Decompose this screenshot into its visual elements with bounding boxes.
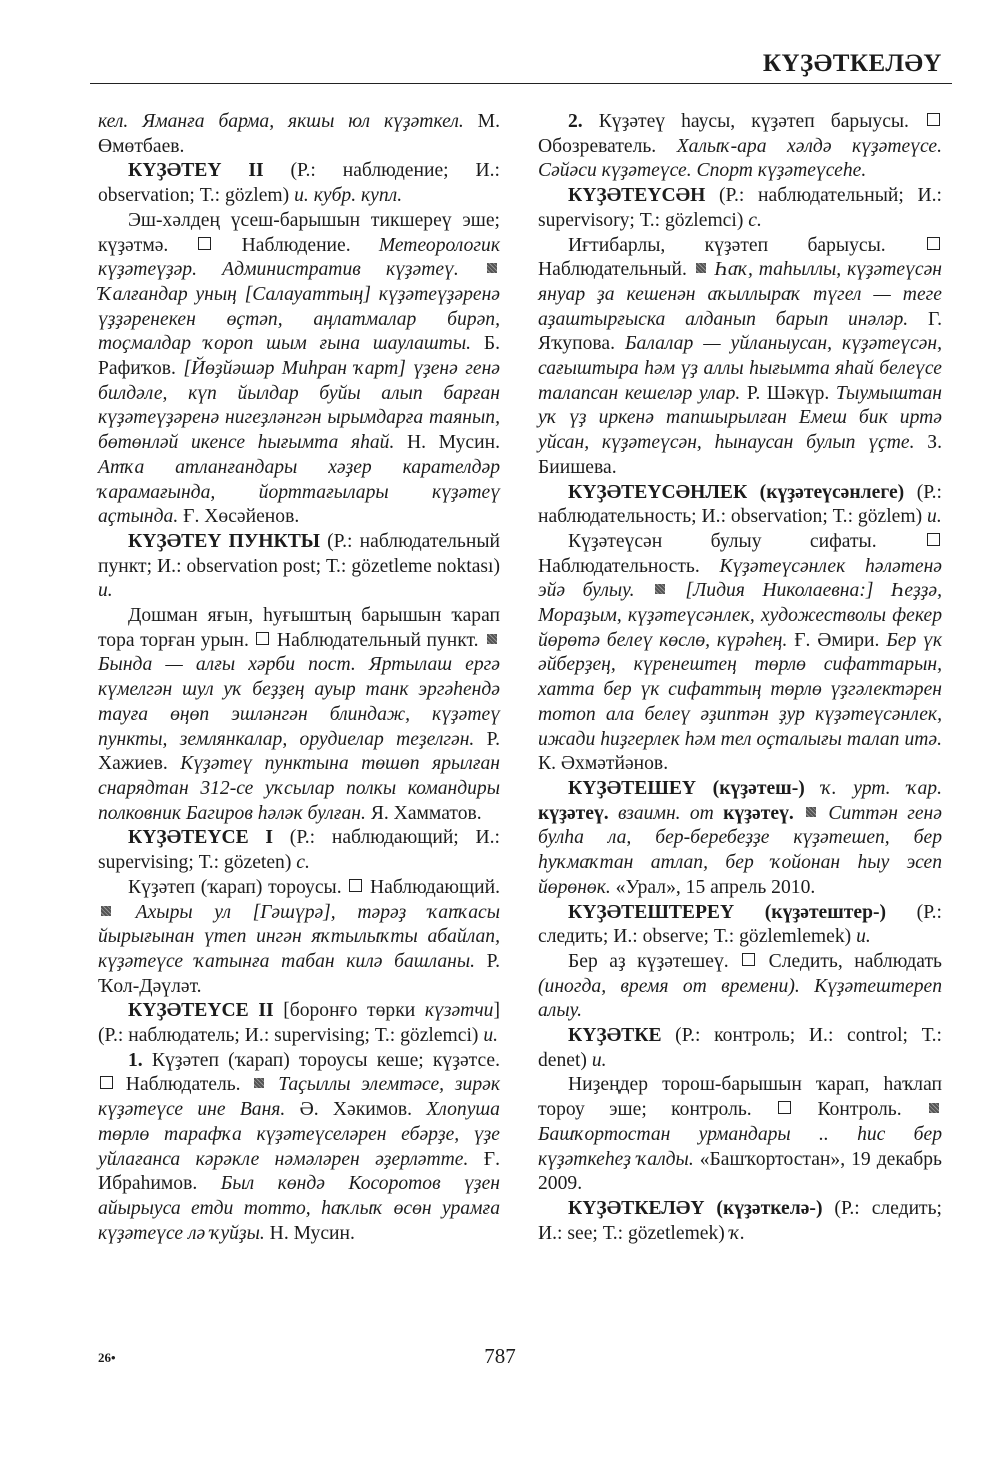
text-span	[805, 778, 822, 799]
text-span: Наблюдение.	[213, 234, 379, 256]
dictionary-entry	[98, 159, 500, 208]
square-filled-icon	[254, 1078, 264, 1088]
text-span: Күҙәтеп (ҡарап) тороусы.	[128, 876, 348, 898]
square-filled-icon	[929, 1103, 939, 1113]
italic-text: Күҙәтеүсәнлек һәләтенә эйә булыу.	[538, 555, 942, 602]
dictionary-entry	[98, 530, 500, 604]
text-span: «Башҡортостан», 19 декабрь 2009.	[538, 1148, 942, 1195]
italic-text: Балалар — уйланыусан, күҙәтеүсән, сағыштыра һәм үҙ аллы һығымта яһай белеүсе талапсан кешеләр улар.	[538, 333, 942, 404]
italic-text: и.	[856, 926, 871, 948]
italic-text: Таҫыллы элемтәсе, зирәк күҙәтеүсе ине Ваня.	[98, 1074, 500, 1121]
bold-text: күҙәтеү.	[723, 802, 794, 824]
italic-text: Метеорологик күҙәтеүҙәр. Административ күҙәтеү.	[98, 234, 500, 281]
text-span: Р. Хажиев.	[98, 728, 500, 775]
right-column	[538, 110, 942, 1246]
text-span: Р. Ҡол-Дәүләт.	[98, 950, 500, 997]
italic-text: ҡ.	[729, 1222, 745, 1244]
square-filled-icon	[696, 263, 706, 273]
headword: КҮҘӘТЕШЕҮ (күҙәтеш-)	[568, 777, 805, 799]
entry-definition	[98, 876, 500, 1000]
text-span: Ғ. Әмири.	[787, 629, 887, 651]
dictionary-entry	[98, 999, 500, 1048]
text-span: Ғ. Ибраһимов.	[98, 1148, 501, 1195]
italic-text: взаимн. от	[617, 802, 714, 824]
square-outline-icon	[349, 879, 362, 892]
text-span: Ғ. Хөсәйенов.	[178, 506, 300, 528]
text-span: Наблюдательный пункт.	[271, 629, 484, 651]
left-column	[98, 110, 500, 1246]
entry-definition	[538, 530, 942, 777]
text-span: Следить, наблюдать	[757, 950, 942, 972]
entry-definition	[538, 234, 942, 481]
italic-text: Ҡалғандар уның [Салауаттың] күҙәтеүҙәренә үҙҙәренекен өҫтәп, аңлатмалар бирәп, тоҫмалдар ҡороп шым ғына шаулашты.	[98, 283, 500, 355]
italic-text: и.	[483, 1025, 499, 1047]
italic-text: Күҙәтештереп алыу.	[538, 975, 942, 1022]
text-span: Күҙәтеү һаусы, күҙәтеп барыусы.	[582, 111, 925, 132]
italic-text: ҡ. урт. ҡар.	[821, 777, 942, 799]
text-span	[609, 803, 618, 824]
dictionary-entry	[538, 481, 942, 530]
text-span: Обозреватель.	[538, 135, 677, 157]
headword: КҮҘӘТЕҮСЕ II	[128, 1000, 274, 1022]
text-span: К. Әхмәтйәнов.	[538, 753, 669, 775]
text-span: (Р.: наблюдающий; И.: supervising; Т.: gözeten)	[98, 827, 500, 874]
text-span: (Р.: контроль; И.: control; Т.: denet)	[538, 1025, 942, 1071]
text-span: Б. Рафиҡов.	[98, 333, 500, 380]
dictionary-entry	[538, 184, 942, 233]
square-outline-icon	[927, 237, 940, 250]
dictionary-entry	[538, 777, 942, 901]
text-span	[714, 803, 723, 824]
italic-text: Ситтән генә булһа ла, бер-беребеҙҙе күҙәтешеп, бер һуҡмаҡтан атлап, бер ҡойонан һыу эсеп йөрөнөк.	[538, 802, 942, 898]
text-span: (Р.: наблюдение; И.: observation; Т.: gözlem)	[98, 160, 500, 207]
headword: КҮҘӘТЕҮСӘН	[568, 185, 706, 207]
text-span: (Р.: наблюдательный пункт; И.: observation post; Т.: gözetleme noktası)	[98, 530, 500, 577]
running-head: КҮҘӘТКЕЛӘҮ	[762, 50, 942, 77]
italic-text: Хлопуша төрлө тарафҡа күҙәтеүселәрен ебәрҙе, үҙе уйлағанса кәрәкле нәмәләрен әҙерләтте.	[98, 1099, 500, 1170]
square-filled-icon	[806, 807, 816, 817]
text-span: Н. Мусин.	[264, 1222, 355, 1244]
text-span	[794, 803, 803, 824]
text-span: Наблюдательный.	[538, 259, 693, 281]
italic-text: и.	[591, 1049, 607, 1071]
italic-text: күзәтчи	[424, 1000, 494, 1022]
text-span: Ниҙеңдер торош-барышын ҡарап, һаҡлап тороу эше; контроль.	[538, 1074, 942, 1121]
italic-text: с.	[296, 852, 310, 874]
entry-definition	[98, 1049, 500, 1247]
headword: КҮҘӘТКЕ	[568, 1025, 662, 1047]
headword: КҮҘӘТКЕЛӘҮ (күҙәткелә-)	[568, 1197, 823, 1219]
text-span: (Р.: наблюдательный; И.: supervisory; Т.: gözlemci)	[538, 185, 942, 231]
entry-definition	[538, 950, 942, 1024]
text-span: З. Биишева.	[538, 432, 942, 478]
text-span: Эш-хәлдең үсеш-барышын тикшереү эше; күҙәтмә.	[98, 209, 500, 256]
headword: КҮҘӘТЕҮ II	[128, 160, 264, 182]
text-span: «Урал», 15 апрель 2010.	[610, 876, 816, 898]
square-filled-icon	[487, 634, 497, 644]
italic-text: Күҙәтеү пунктына төшөп ярылған снарядтан 312-се уҡсылар полкы командиры полковник Багиров һәләк булған.	[98, 753, 500, 824]
text-span: Н. Мусин.	[394, 432, 500, 454]
square-outline-icon	[256, 632, 269, 645]
italic-text: Ахыры ул [Гәшүрә], тәрәҙ ҡапҡасы йырығынан үтеп ингән яҡтылыҡты абайлап, күҙәтеүсе ҡатынға табан килә башланы.	[98, 901, 500, 972]
text-span: Г. Яҡупова.	[538, 308, 942, 355]
italic-text: Атҡа атланғандары хәҙер карателдәр ҡарамағында, йорттағылары күҙәтеү аҫтында.	[98, 456, 500, 528]
italic-text: Был көндә Косоротов үҙен айырыуса етди тотто, һаҡлыҡ өсөн урамға күҙәтеүсе лә ҡуйҙы.	[98, 1173, 500, 1244]
dictionary-entry	[538, 901, 942, 950]
text-span: Наблюдатель.	[115, 1074, 252, 1096]
text-span: ] (Р.: наблюдатель; И.: supervising; Т.: gözlemci)	[98, 1000, 500, 1047]
headword: КҮҘӘТЕҮСӘНЛЕК (күҙәтеүсәнлеге)	[568, 481, 905, 503]
text-span: Я. Хамматов.	[365, 802, 482, 824]
italic-text: Һаҡ, таһыллы, күҙәтеүсән януар ҙа кешенән аҡыллыраҡ түгел — теге аҙаштырғыска алданып барып инәләр.	[538, 259, 943, 330]
italic-text: Бында — алғы хәрби пост. Яртылаш ергә күмелгән шул уҡ беҙҙең ауыр танк эргәһендә тауға өңөп эшләнгән блиндаж, күҙәтеү пункты, землянкалар, орудиелар теҙелгән.	[98, 654, 500, 750]
square-filled-icon	[487, 263, 497, 273]
dictionary-entry	[538, 1024, 942, 1073]
italic-text: кел. Яманға барма, якшы юл күҙәткел.	[98, 111, 464, 132]
text-span: Дошман яғын, һуғыштың барышын ҡарап тора торған урын.	[98, 605, 500, 651]
italic-text: и. кубр. купл.	[294, 185, 403, 207]
square-filled-icon	[655, 584, 665, 594]
italic-text: и.	[927, 506, 942, 528]
entry-definition	[98, 604, 500, 826]
text-span: Р. Шәкүр.	[740, 382, 836, 404]
italic-text: Башҡортостан урмандары .. һис бер күҙәткеһеҙ ҡалды.	[538, 1123, 942, 1170]
bold-text: 1.	[128, 1049, 143, 1071]
italic-text: Тыумыштан уҡ үҙ иркенә тапшырылған Емеш бик иртә уйсан, күҙәтеүсән, һынаусан булып үҫте.	[538, 382, 942, 454]
entry-definition	[98, 209, 500, 530]
page-number: 787	[484, 1344, 516, 1368]
bold-text: күҙәтеү.	[538, 802, 609, 824]
entry-definition	[538, 1073, 942, 1197]
italic-text: и.	[98, 580, 113, 602]
text-span: (Р.: следить; И.: see; Т.: gözetlemek)	[538, 1197, 942, 1244]
text-span: Бер аҙ күҙәтешеү.	[568, 950, 741, 972]
square-outline-icon	[100, 1076, 113, 1089]
entry-continuation	[98, 110, 500, 159]
text-span	[800, 976, 814, 997]
text-span: (Р.: следить; И.: observe; Т.: gözlemlemek)	[538, 901, 942, 948]
square-outline-icon	[778, 1101, 791, 1114]
headword: КҮҘӘТЕШТЕРЕҮ (күҙәтештер-)	[568, 901, 887, 923]
square-outline-icon	[927, 533, 940, 546]
dictionary-entry	[538, 1197, 942, 1246]
headword: КҮҘӘТЕҮ ПУНКТЫ	[128, 530, 320, 552]
text-span: М. Өмөтбаев.	[98, 111, 500, 157]
italic-text: [Лидия Николаевна:] Һеҙҙә, Мораҙым, күҙәтеүсәнлек, художестволы фекер йөрөтә белеү көслө, күрәһең.	[538, 580, 942, 651]
dictionary-entry	[98, 826, 500, 875]
entry-definition	[538, 110, 942, 184]
italic-text: (иногда, время от времени).	[538, 975, 800, 997]
signature-mark: 26•	[98, 1350, 116, 1365]
text-span: Контроль.	[793, 1099, 927, 1121]
bold-text: 2.	[568, 111, 583, 132]
italic-text: [Йөҙйәшәр Миһран ҡарт] үҙенә генә билдәле, күп йылдар буйы алып барған күҙәтеүҙәренә нигеҙләнгән ырымдарға таянып, бөтөнләй икенсе һығымта яһай.	[98, 358, 500, 454]
text-span: Наблюдающий.	[364, 876, 500, 898]
text-span: Ә. Хәкимов.	[285, 1099, 427, 1121]
square-outline-icon	[742, 953, 755, 966]
text-span: [боронғо төрки	[273, 1000, 425, 1022]
header-rule	[90, 83, 952, 84]
square-filled-icon	[101, 906, 111, 916]
square-outline-icon	[198, 237, 211, 250]
italic-text: Бер үк әйберҙең, күренештең төрлө сифаттарын, хатта бер үк сифаттың төрлө үҙгәлектәрен тотоп ала белеү әҙиптән ҙур күҙәтеүсәнлек, ижади һиҙгерлек һәм тел оҫталығы талап итә.	[538, 629, 942, 750]
headword: КҮҘӘТЕҮСЕ I	[128, 827, 274, 849]
italic-text: Халыҡ-ара хәлдә күҙәтеүсе. Сәйәси күҙәтеүсе. Спорт күҙәтеүсеһе.	[538, 135, 942, 182]
text-span: Күҙәтеүсән булыу сифаты.	[568, 530, 925, 552]
italic-text: с.	[748, 209, 762, 231]
text-span: Күҙәтеп (ҡарап) тороусы кеше; күҙәтсе.	[142, 1049, 500, 1071]
square-outline-icon	[927, 113, 940, 126]
text-span: Иғтибарлы, күҙәтеп барыусы.	[568, 234, 925, 256]
text-span: (Р.: наблюдательность; И.: observation; Т.: gözlem)	[538, 481, 943, 528]
text-span: Наблюдательность.	[538, 555, 720, 577]
